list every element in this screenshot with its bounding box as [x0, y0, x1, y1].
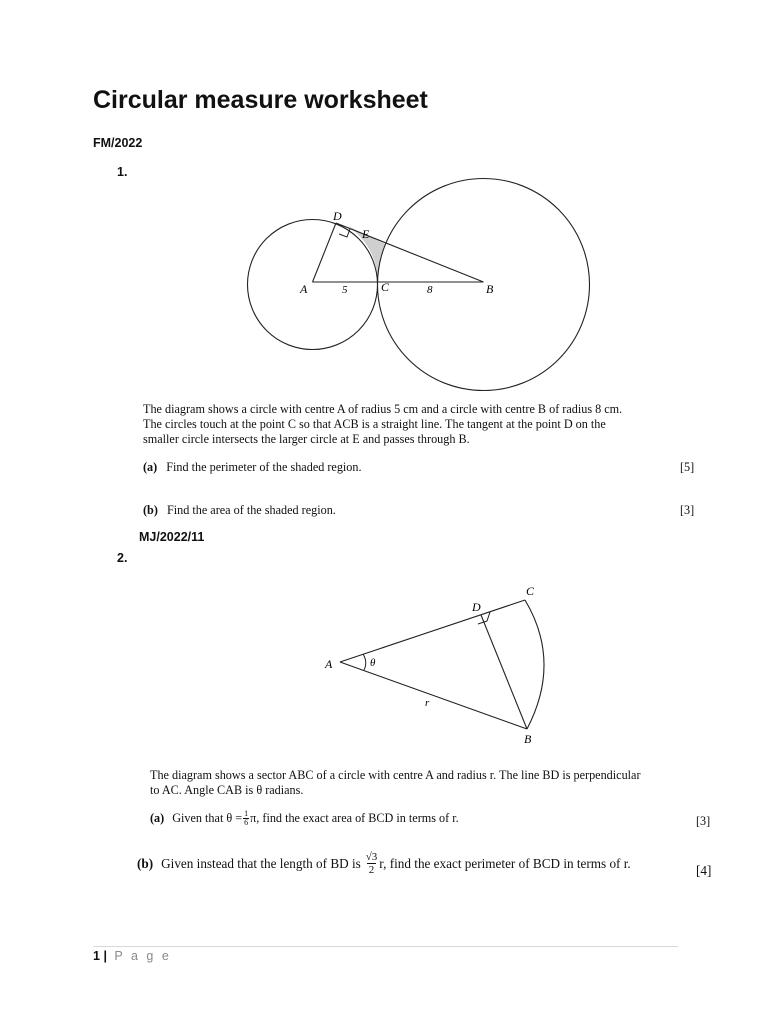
q2-part-a — [150, 810, 459, 827]
sector-arc — [525, 600, 544, 729]
fraction-numerator: 1 — [244, 809, 249, 818]
label-A: A — [300, 282, 308, 296]
q2-part-a-label: (a) — [150, 811, 165, 825]
label-B: B — [486, 282, 494, 296]
q2-part-b — [137, 851, 631, 876]
page-number: 1 — [93, 949, 100, 963]
q1-part-a-text: Find the perimeter of the shaded region. — [166, 460, 362, 474]
q2-part-b-fraction — [366, 851, 378, 876]
footer-separator: | — [103, 949, 107, 963]
q1-text-line3: smaller circle intersects the larger circle at E and passes through B. — [143, 432, 470, 446]
q2-part-b-label: (b) — [137, 855, 154, 871]
label-A: A — [325, 657, 333, 671]
q1-text-line1: The diagram shows a circle with centre A of radius 5 cm and a circle with centre B of radius 8 cm. — [143, 402, 623, 416]
label-E: E — [362, 227, 370, 241]
q2-part-a-fraction — [243, 810, 249, 827]
q1-part-a-marks: [5] — [680, 460, 695, 474]
q1-part-a-label: (a) — [143, 460, 158, 474]
page-title: Circular measure worksheet — [93, 86, 428, 114]
q2-part-a-post: π, find the exact area of BCD in terms of r. — [250, 811, 459, 825]
fraction-numerator: √3 — [365, 851, 378, 863]
label-C: C — [381, 280, 390, 294]
q2-part-a-pre: Given that θ = — [172, 811, 243, 825]
label-5: 5 — [342, 284, 348, 296]
footer-divider — [93, 946, 678, 947]
fraction-denominator: 6 — [244, 818, 249, 827]
q1-part-b-text: Find the area of the shaded region. — [166, 503, 336, 517]
q2-part-a-marks: [3] — [696, 814, 711, 828]
q1-source: FM/2022 — [93, 136, 143, 150]
label-8: 8 — [427, 284, 433, 296]
q2-part-b-pre: Given instead that the length of BD is — [161, 855, 361, 871]
label-D: D — [472, 600, 481, 614]
label-r: r — [425, 697, 430, 709]
q2-part-b-post: r, find the exact perimeter of BCD in terms of r. — [379, 855, 631, 871]
fraction-denominator: 2 — [368, 864, 375, 876]
label-C: C — [526, 584, 535, 598]
q2-part-b-marks: [4] — [696, 863, 712, 878]
q1-text-line2: The circles touch at the point C so that ACB is a straight line. The tangent at the point D on the — [143, 417, 606, 431]
page-footer — [93, 949, 171, 963]
label-B: B — [524, 732, 532, 746]
label-D: D — [333, 209, 342, 223]
q2-source: MJ/2022/11 — [139, 530, 205, 544]
q2-text-line2: to AC. Angle CAB is θ radians. — [150, 783, 304, 797]
q2-number: 2. — [117, 551, 128, 565]
q1-number: 1. — [117, 165, 128, 179]
page-word: P a g e — [114, 949, 172, 963]
label-theta: θ — [370, 657, 376, 669]
q2-text-line1: The diagram shows a sector ABC of a circle with centre A and radius r. The line BD is perpendicular — [150, 768, 641, 782]
q1-part-b-marks: [3] — [680, 503, 695, 517]
q1-part-b-label: (b) — [143, 503, 158, 517]
